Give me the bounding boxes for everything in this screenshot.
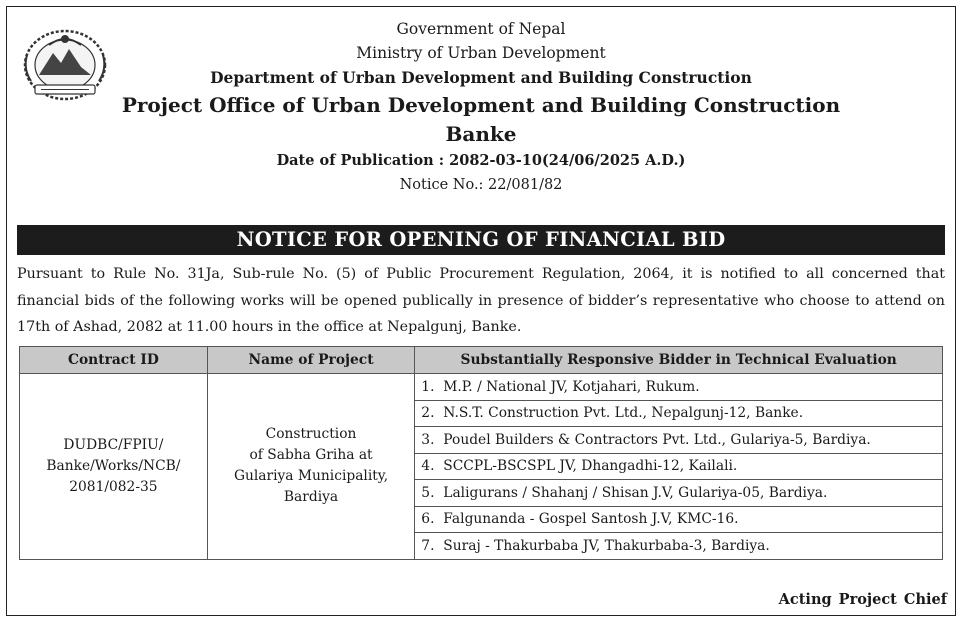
contract-id-line: 2081/082-35 [69,478,158,495]
bidder-name: Suraj - Thakurbaba JV, Thakurbaba-3, Bardiya. [443,537,770,554]
notice-title-banner: NOTICE FOR OPENING OF FINANCIAL BID [17,225,945,255]
letterhead [7,17,955,197]
notice-number: Notice No.: 22/081/82 [399,177,563,193]
project-name-line: Construction [265,426,357,443]
bidder-name: Falgunanda - Gospel Santosh J.V, KMC-16. [443,511,739,528]
government-line: Government of Nepal [396,20,566,38]
publication-date: Date of Publication : 2082-03-10(24/06/2025 A.D.) [276,152,686,169]
table-header-row [20,347,943,374]
bidder-name: N.S.T. Construction Pvt. Ltd., Nepalgunj-12, Banke. [443,405,804,422]
contract-id-cell [20,374,208,560]
bidder-cell [415,400,943,427]
notice-document [6,6,956,616]
project-name-line: Gulariya Municipality, [233,468,389,485]
bidder-cell [415,374,943,401]
bidder-name: SCCPL-BSCSPL JV, Dhangadhi-12, Kailali. [443,458,738,475]
bidder-cell [415,533,943,560]
contract-id-header: Contract ID [20,347,208,374]
project-office-line: Project Office of Urban Development and Building Construction [121,93,841,117]
bidder-cell [415,506,943,533]
bidder-name: M.P. / National JV, Kotjahari, Rukum. [443,378,700,395]
bidder-number: 3. [421,431,435,448]
table-row [20,374,943,401]
office-location: Banke [445,122,517,146]
signature-title: Acting Project Chief [778,591,947,608]
ministry-line: Ministry of Urban Development [356,44,606,62]
project-name-line: of Sabha Griha at [249,447,373,464]
bidder-number: 6. [421,511,435,528]
bidder-number: 7. [421,537,435,554]
bidder-number: 1. [421,378,435,395]
department-line: Department of Urban Development and Building Construction [210,68,752,87]
project-name-cell [207,374,415,560]
bidder-number: 4. [421,458,435,475]
bidder-name: Laligurans / Shahanj / Shisan J.V, Gulariya-05, Bardiya. [443,484,828,501]
project-name-line: Bardiya [283,489,339,506]
bidder-cell [415,427,943,454]
bidder-cell [415,480,943,507]
bidder-number: 5. [421,484,435,501]
bidder-header: Substantially Responsive Bidder in Technical Evaluation [415,347,943,374]
contract-id-line: DUDBC/FPIU/ [63,436,164,453]
bidder-number: 2. [421,405,435,422]
bidder-cell [415,453,943,480]
project-name-header: Name of Project [207,347,415,374]
contract-id-line: Banke/Works/NCB/ [46,457,181,474]
bid-table [19,346,943,560]
notice-paragraph: Pursuant to Rule No. 31Ja, Sub-rule No. (5) of Public Procurement Regulation, 2064, it is notified to all concerned that financial bids of the following works will be opened publically in presence of bidder’s representative who choose to attend on 17th of Ashad, 2082 at 11.00 hours in the office at Nepalgunj, Banke. [17,266,945,335]
bidder-name: Poudel Builders & Contractors Pvt. Ltd., Gulariya-5, Bardiya. [443,431,871,448]
